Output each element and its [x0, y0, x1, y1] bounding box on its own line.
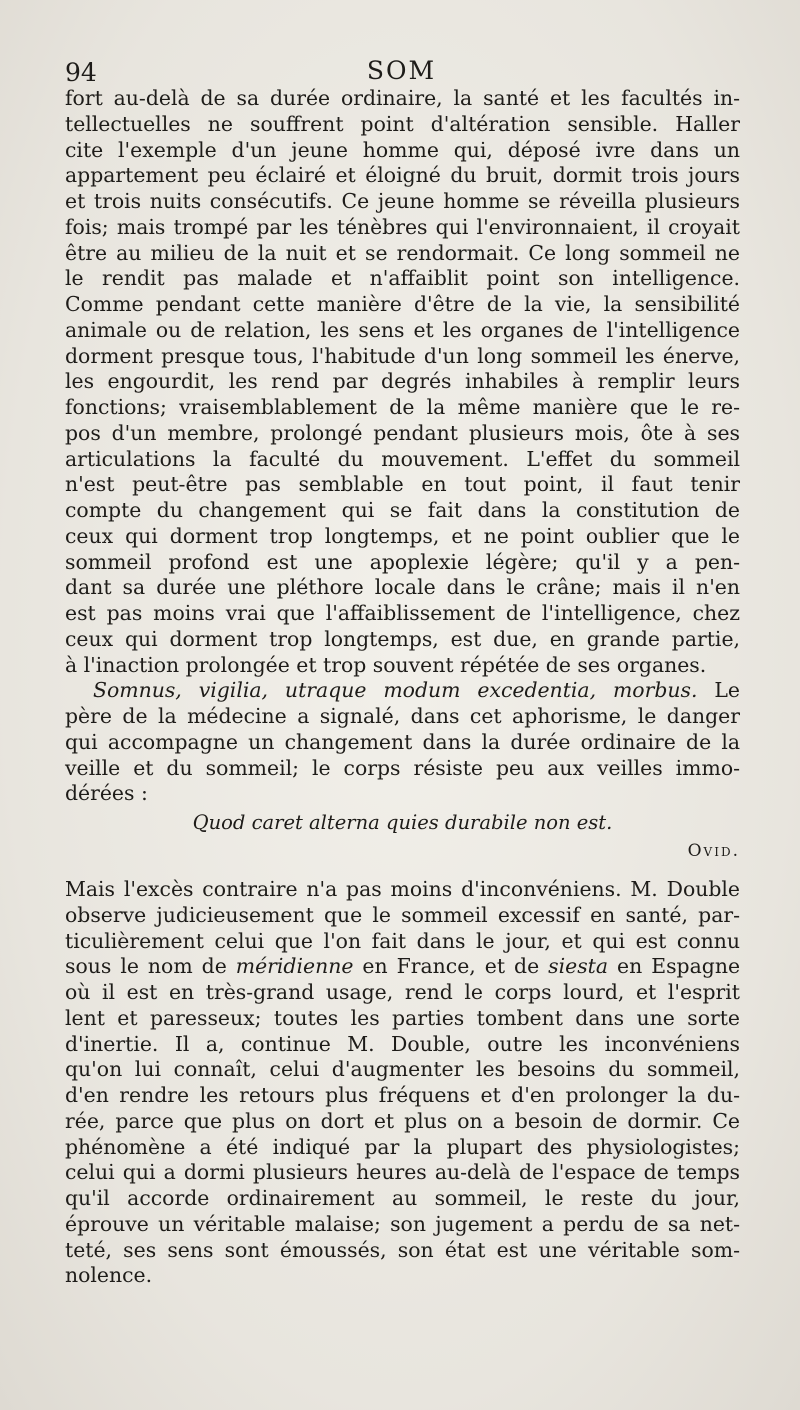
text-line: le rendit pas malade et n'affaiblit point son intelligence.	[65, 266, 740, 291]
text-line: phénomène a été indiqué par la plupart des physiologistes;	[65, 1134, 740, 1159]
text-line: Mais l'excès contraire n'a pas moins d'inconvéniens. M. Double	[65, 877, 740, 901]
text-line: compte du changement qui se fait dans la constitution de	[65, 498, 740, 522]
text-line: n'est peut-être pas semblable en tout point, il faut tenir	[65, 472, 740, 497]
text-line: ticulièrement celui que l'on fait dans le jour, et qui est connu	[65, 928, 740, 953]
text-line: les engourdit, les rend par degrés inhabiles à remplir leurs	[65, 369, 740, 394]
text-line: tellectuelles ne souffrent point d'altération sensible. Haller	[65, 111, 740, 136]
text-line: ceux qui dorment trop longtemps, est due, en grande partie,	[65, 626, 740, 651]
quotation-block	[65, 809, 740, 865]
page-header	[65, 52, 738, 88]
text-line: est pas moins vrai que l'affaiblissement de l'intelligence, chez	[65, 601, 740, 625]
text-line: veille et du sommeil; le corps résiste peu aux veilles immo-	[65, 755, 740, 780]
text-line: qu'il accorde ordinairement au sommeil, le reste du jour,	[65, 1186, 740, 1210]
text-line: rée, parce que plus on dort et plus on a besoin de dormir. Ce	[65, 1108, 740, 1133]
text-fragment: Le	[714, 678, 740, 703]
term-siesta: siesta	[548, 954, 609, 979]
text-line: animale ou de relation, les sens et les organes de l'intelligence	[65, 317, 740, 342]
text-fragment: sous le nom de	[65, 954, 227, 979]
spacer	[65, 865, 740, 877]
text-line: sommeil profond est une apoplexie légère; qu'il y a pen-	[65, 549, 740, 574]
text-line: cite l'exemple d'un jeune homme qui, déposé ivre dans un	[65, 137, 740, 162]
body-text	[65, 86, 740, 1289]
text-fragment: en Espagne	[617, 954, 741, 979]
text-line: d'inertie. Il a, continue M. Double, outre les inconvéniens	[65, 1031, 740, 1056]
page-number: 94	[65, 58, 97, 87]
running-head: SOM	[366, 56, 437, 85]
text-line: appartement peu éclairé et éloigné du bruit, dormit trois jours	[65, 163, 740, 188]
text-line: et trois nuits consécutifs. Ce jeune homme se réveilla plusieurs	[65, 189, 740, 213]
text-line: dant sa durée une pléthore locale dans le crâne; mais il n'en	[65, 575, 740, 600]
text-line: éprouve un véritable malaise; son jugement a perdu de sa net-	[65, 1211, 740, 1236]
text-line: Comme pendant cette manière d'être de la vie, la sensibilité	[65, 292, 740, 316]
paragraph-2	[65, 678, 740, 807]
text-line: ceux qui dorment trop longtemps, et ne point oublier que le	[65, 523, 740, 548]
text-line: nolence.	[65, 1263, 153, 1288]
text-line: celui qui a dormi plusieurs heures au-delà de l'espace de temps	[65, 1160, 740, 1185]
paragraph-3	[65, 877, 740, 1289]
text-fragment: en France, et de	[362, 954, 540, 979]
aphorism-latin: Somnus, vigilia, utraque modum excedentia, morbus.	[93, 678, 698, 703]
text-line: d'en rendre les retours plus fréquens et d'en prolonger la du-	[65, 1083, 740, 1107]
text-line	[65, 678, 740, 704]
text-line: fort au-delà de sa durée ordinaire, la santé et les facultés in-	[65, 86, 740, 110]
text-line: teté, ses sens sont émoussés, son état est une véritable som-	[65, 1237, 740, 1262]
text-line	[65, 954, 740, 980]
text-line: dérées :	[65, 781, 148, 806]
text-line: lent et paresseux; toutes les parties tombent dans une sorte	[65, 1005, 740, 1030]
text-line: pos d'un membre, prolongé pendant plusieurs mois, ôte à ses	[65, 420, 740, 445]
text-line: dorment presque tous, l'habitude d'un long sommeil les énerve,	[65, 343, 740, 368]
text-line: fois; mais trompé par les ténèbres qui l'environnaient, il croyait	[65, 214, 740, 239]
text-line: être au milieu de la nuit et se rendormait. Ce long sommeil ne	[65, 240, 740, 265]
text-line: observe judicieusement que le sommeil excessif en santé, par-	[65, 902, 740, 927]
text-line: fonctions; vraisemblablement de la même manière que le re-	[65, 395, 740, 419]
quotation-source: Ovid.	[687, 841, 740, 861]
term-meridienne: méridienne	[235, 954, 354, 979]
paragraph-1	[65, 86, 740, 678]
text-line: père de la médecine a signalé, dans cet aphorisme, le danger	[65, 704, 740, 728]
text-line: où il est en très-grand usage, rend le corps lourd, et l'esprit	[65, 980, 740, 1004]
quotation-text: Quod caret alterna quies durabile non est.	[192, 811, 613, 834]
text-line: à l'inaction prolongée et trop souvent répétée de ses organes.	[65, 652, 707, 677]
text-line: articulations la faculté du mouvement. L'effet du sommeil	[65, 446, 740, 471]
text-line: qu'on lui connaît, celui d'augmenter les besoins du sommeil,	[65, 1057, 740, 1082]
text-line: qui accompagne un changement dans la durée ordinaire de la	[65, 729, 740, 754]
